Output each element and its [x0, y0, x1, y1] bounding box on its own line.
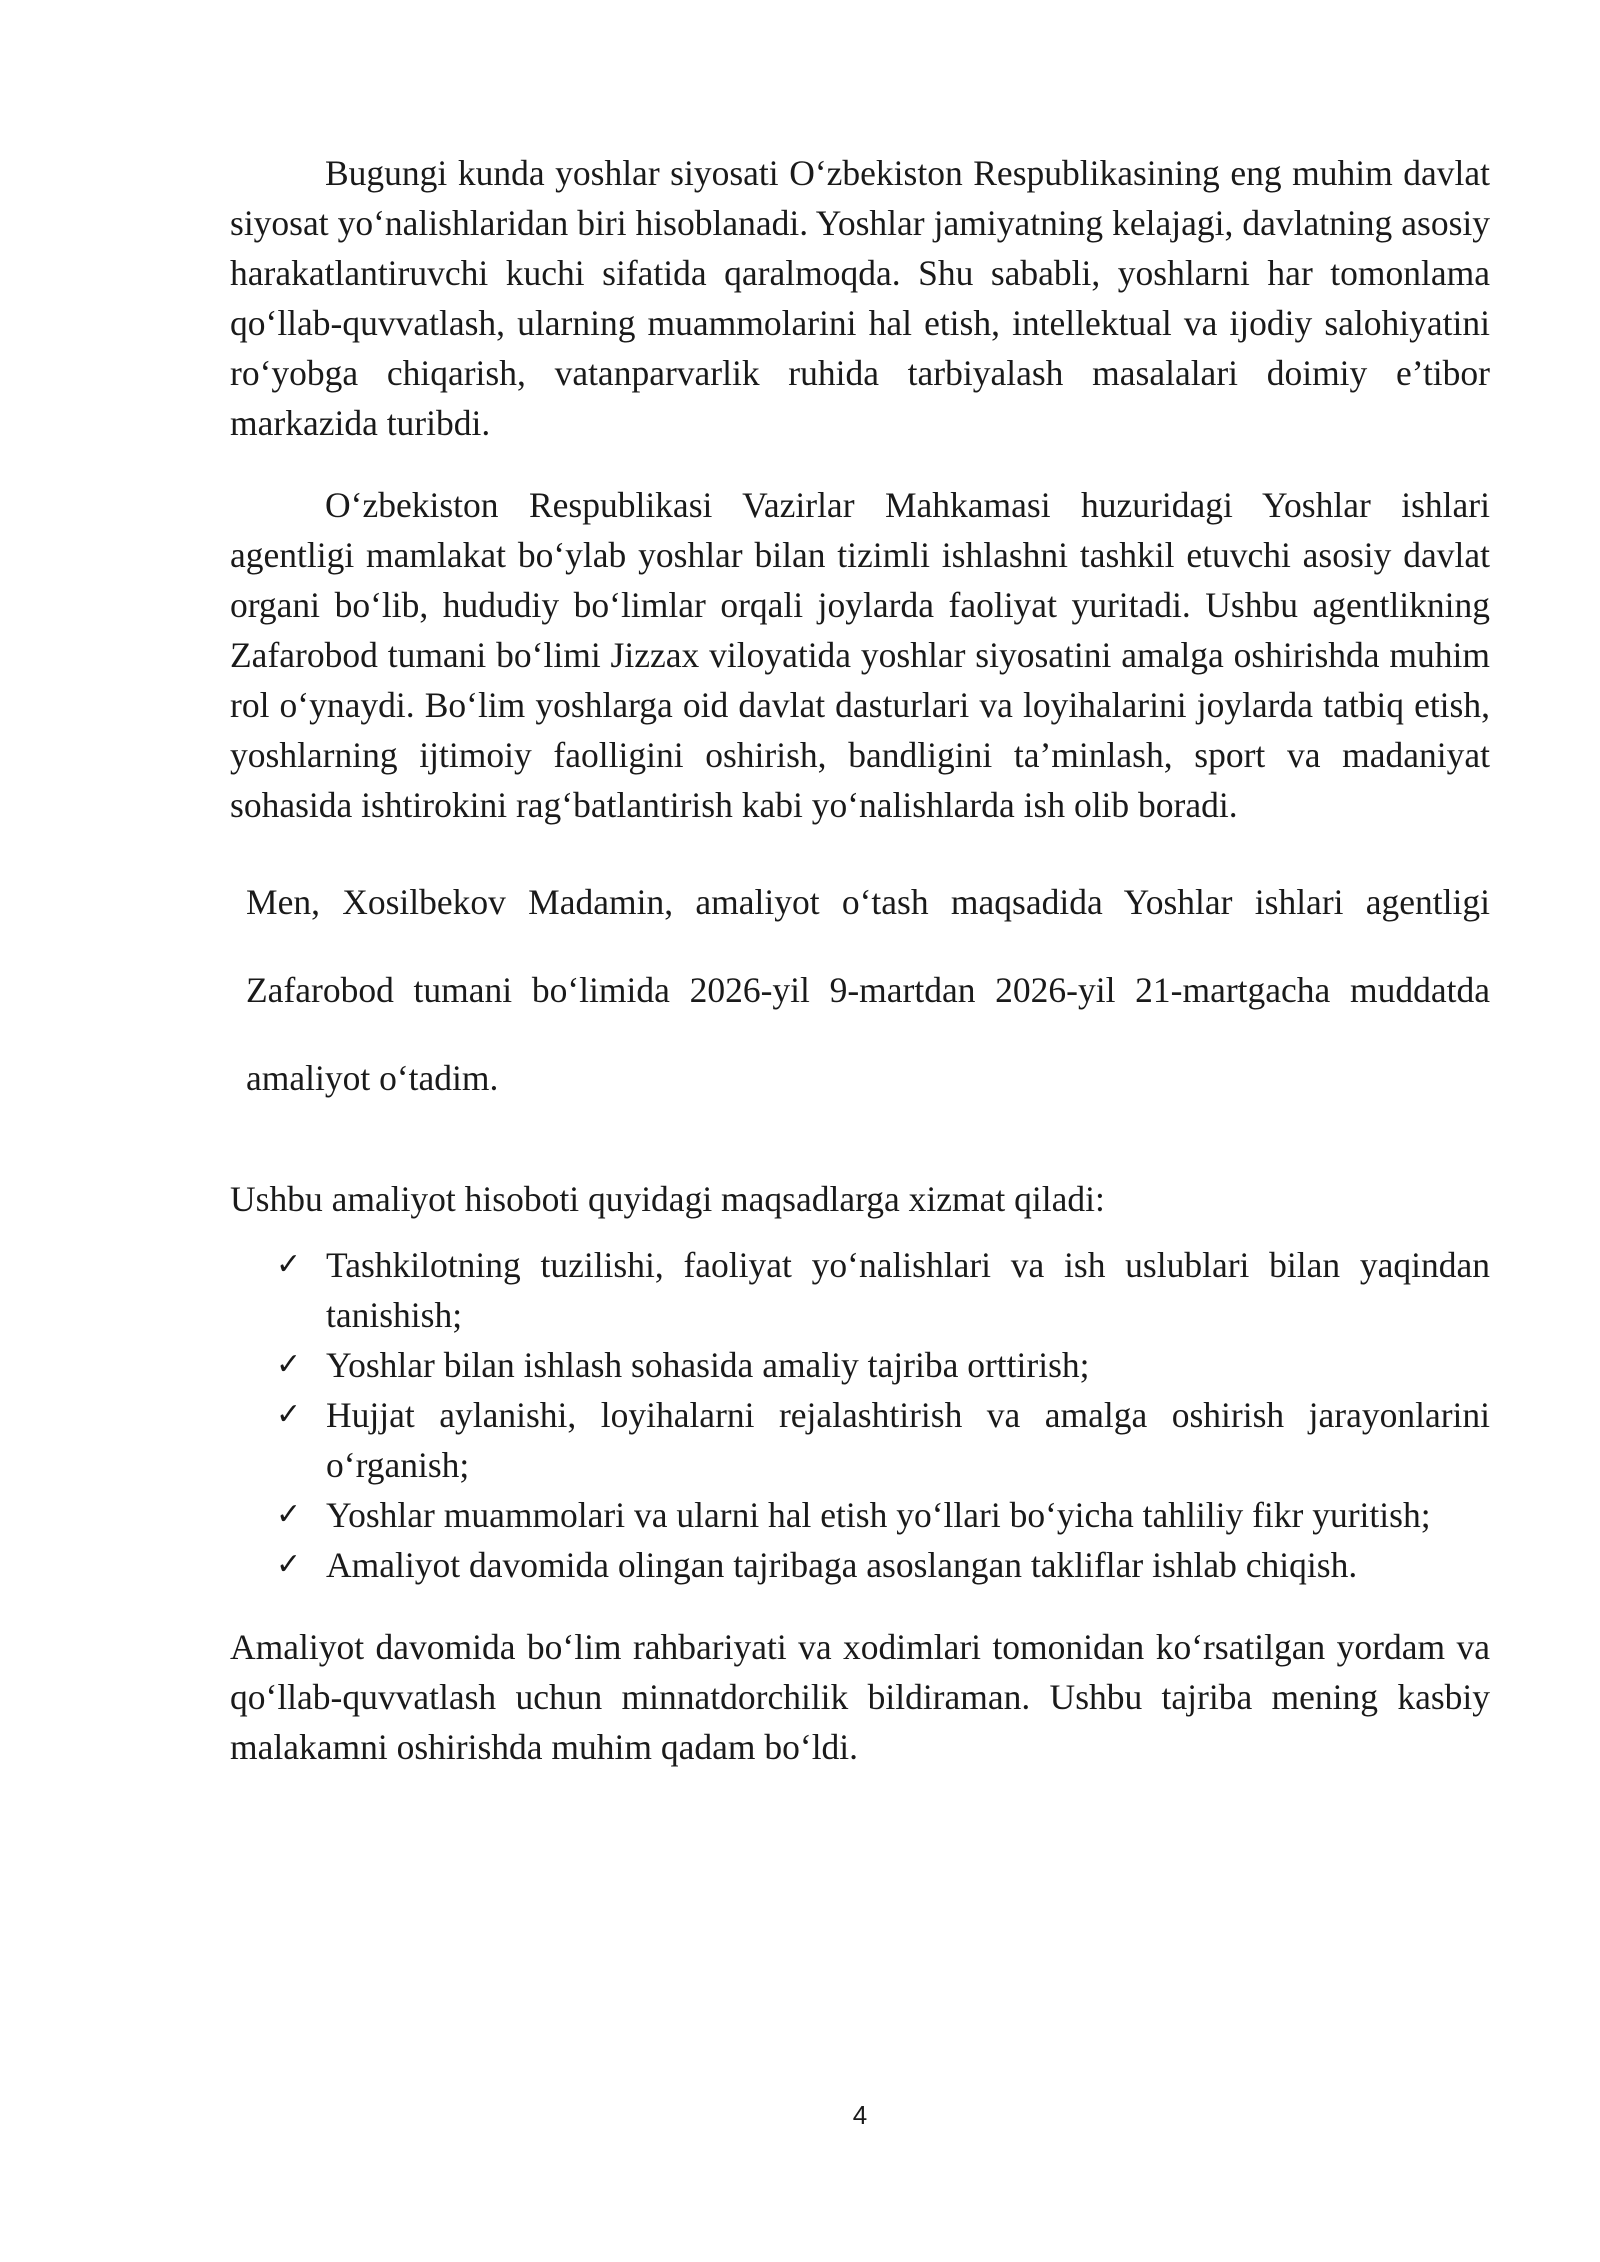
goal-item-text: Hujjat aylanishi, loyihalarni rejalashtirish va amalga oshirish jarayonlarini o‘rganish;: [326, 1395, 1490, 1485]
goal-item: [276, 1490, 1490, 1540]
goals-checklist: [230, 1240, 1490, 1590]
goal-item-text: Yoshlar bilan ishlash sohasida amaliy tajriba orttirish;: [326, 1345, 1090, 1385]
paragraph-acknowledgement: Amaliyot davomida bo‘lim rahbariyati va xodimlari tomonidan ko‘rsatilgan yordam va qo‘llab-quvvatlash uchun minnatdorchilik bildiraman. Ushbu tajriba mening kasbiy malakamni oshirishda muhim qadam bo‘ldi.: [230, 1627, 1490, 1767]
goal-item-text: Yoshlar muammolari va ularni hal etish yo‘llari bo‘yicha tahliliy fikr yuritish;: [326, 1495, 1431, 1535]
goal-item: [276, 1340, 1490, 1390]
paragraph-internship-statement: Men, Xosilbekov Madamin, amaliyot o‘tash maqsadida Yoshlar ishlari agentligi Zafarobod tumani bo‘limida 2026-yil 9-martdan 2026-yil 21-martgacha muddatda amaliyot o‘tadim.: [246, 882, 1490, 1098]
checkmark-icon: ✓: [276, 1397, 302, 1432]
goal-item-text: Amaliyot davomida olingan tajribaga asoslangan takliflar ishlab chiqish.: [326, 1545, 1358, 1585]
goal-item: [276, 1390, 1490, 1490]
goal-item: [276, 1240, 1490, 1340]
paragraph-goals-intro: Ushbu amaliyot hisoboti quyidagi maqsadlarga xizmat qiladi:: [230, 1179, 1105, 1219]
page-number: 4: [852, 2100, 868, 2130]
checkmark-icon: ✓: [276, 1547, 302, 1582]
goal-item-text: Tashkilotning tuzilishi, faoliyat yo‘nalishlari va ish uslublari bilan yaqindan tanishish;: [326, 1245, 1490, 1335]
paragraph-youth-policy: Bugungi kunda yoshlar siyosati O‘zbekiston Respublikasining eng muhim davlat siyosat yo‘nalishlaridan biri hisoblanadi. Yoshlar jamiyatning kelajagi, davlatning asosiy harakatlantiruvchi kuchi sifatida qaralmoqda. Shu sababli, yoshlarni har tomonlama qo‘llab-quvvatlash, ularning muammolarini hal etish, intellektual va ijodiy salohiyatini ro‘yobga chiqarish, vatanparvarlik ruhida tarbiyalash masalalari doimiy e’tibor markazida turibdi.: [230, 153, 1490, 443]
checkmark-icon: ✓: [276, 1497, 302, 1532]
checkmark-icon: ✓: [276, 1247, 302, 1282]
checkmark-icon: ✓: [276, 1347, 302, 1382]
goal-item: [276, 1540, 1490, 1590]
document-page: [230, 148, 1490, 1772]
paragraph-agency-description: O‘zbekiston Respublikasi Vazirlar Mahkamasi huzuridagi Yoshlar ishlari agentligi mamlakat bo‘ylab yoshlar bilan tizimli ishlashni tashkil etuvchi asosiy davlat organi bo‘lib, hududiy bo‘limlar orqali joylarda faoliyat yuritadi. Ushbu agentlikning Zafarobod tumani bo‘limi Jizzax viloyatida yoshlar siyosatini amalga oshirishda muhim rol o‘ynaydi. Bo‘lim yoshlarga oid davlat dasturlari va loyihalarini joylarda tatbiq etish, yoshlarning ijtimoiy faolligini oshirish, bandligini ta’minlash, sport va madaniyat sohasida ishtirokini rag‘batlantirish kabi yo‘nalishlarda ish olib boradi.: [230, 485, 1490, 825]
